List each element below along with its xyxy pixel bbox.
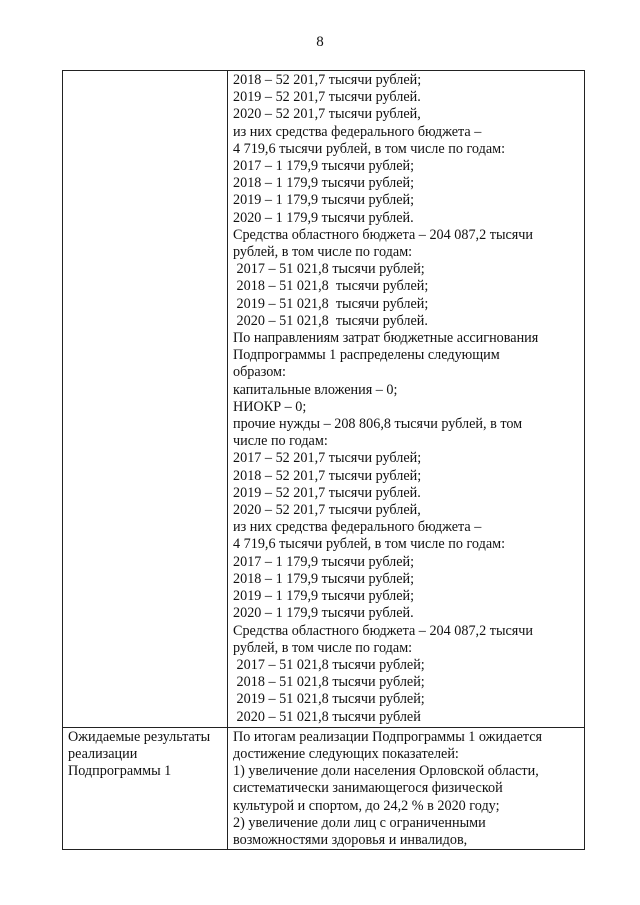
text-line: из них средства федерального бюджета – [233,123,482,140]
text-line: 2017 – 52 201,7 тысячи рублей; [233,450,422,467]
expected-results-text-cell [228,727,585,849]
expected-results-label-cell [63,727,228,849]
text-line: достижение следующих показателей: [233,745,459,762]
text-line: 2020 – 1 179,9 тысячи рублей. [233,605,414,622]
text-line: рублей, в том числе по годам: [233,244,413,261]
text-line: Средства областного бюджета – 204 087,2 тысячи [233,226,534,243]
text-line: 2018 – 1 179,9 тысячи рублей; [233,175,415,192]
text-line: культурой и спортом, до 24,2 % в 2020 году; [233,797,500,814]
text-line: 2019 – 52 201,7 тысячи рублей. [233,484,421,501]
page-number: 8 [316,34,324,50]
text-line: 2017 – 1 179,9 тысячи рублей; [233,553,415,570]
text-line: 1) увеличение доли населения Орловской области, [233,763,539,780]
text-line: 2019 – 51 021,8 тысячи рублей; [233,691,425,708]
text-line: прочие нужды – 208 806,8 тысячи рублей, в том [233,416,523,433]
text-line: 2) увеличение доли лиц с ограниченными [233,814,486,831]
text-line: 2020 – 52 201,7 тысячи рублей, [233,502,421,519]
text-line: 2018 – 52 201,7 тысячи рублей; [233,467,422,484]
text-line: 2020 – 1 179,9 тысячи рублей. [233,209,414,226]
text-line: 2017 – 1 179,9 тысячи рублей; [233,158,415,175]
text-line: 2018 – 51 021,8 тысячи рублей; [233,278,429,295]
row-label-line: Ожидаемые результаты [68,728,211,745]
text-line: рублей, в том числе по годам: [233,639,413,656]
text-line: 2020 – 52 201,7 тысячи рублей, [233,106,421,123]
text-line: НИОКР – 0; [233,398,307,415]
text-line: 2019 – 52 201,7 тысячи рублей. [233,89,421,106]
text-line: 2017 – 51 021,8 тысячи рублей; [233,261,425,278]
subprogram-table [62,70,585,850]
text-line: 4 719,6 тысячи рублей, в том числе по годам: [233,536,506,553]
text-line: 2019 – 51 021,8 тысячи рублей; [233,295,429,312]
text-line: из них средства федерального бюджета – [233,519,482,536]
text-line: 2020 – 51 021,8 тысячи рублей. [233,312,428,329]
text-line: 2019 – 1 179,9 тысячи рублей; [233,192,415,209]
text-line: По итогам реализации Подпрограммы 1 ожидается [233,728,543,745]
text-line: 4 719,6 тысячи рублей, в том числе по годам: [233,140,506,157]
text-line: 2019 – 1 179,9 тысячи рублей; [233,588,415,605]
text-line: капитальные вложения – 0; [233,381,398,398]
text-line: 2018 – 52 201,7 тысячи рублей; [233,72,422,88]
text-line: 2020 – 51 021,8 тысячи рублей [233,708,421,725]
text-line: Подпрограммы 1 распределены следующим [233,347,500,364]
row-label-line: реализации [68,745,138,762]
funding-row-text-cell [228,71,585,728]
text-line: 2018 – 51 021,8 тысячи рублей; [233,674,425,691]
row-label-line: Подпрограммы 1 [68,763,172,780]
text-line: 2018 – 1 179,9 тысячи рублей; [233,570,415,587]
funding-row-label-cell [63,71,228,728]
text-line: По направлениям затрат бюджетные ассигнования [233,330,539,347]
expected-results-row [63,727,585,849]
text-line: 2017 – 51 021,8 тысячи рублей; [233,656,425,673]
text-line: образом: [233,364,286,381]
text-line: возможностями здоровья и инвалидов, [233,831,468,848]
funding-row [63,71,585,728]
text-line: числе по годам: [233,433,328,450]
text-line: Средства областного бюджета – 204 087,2 тысячи [233,622,534,639]
text-line: систематически занимающегося физической [233,780,503,797]
